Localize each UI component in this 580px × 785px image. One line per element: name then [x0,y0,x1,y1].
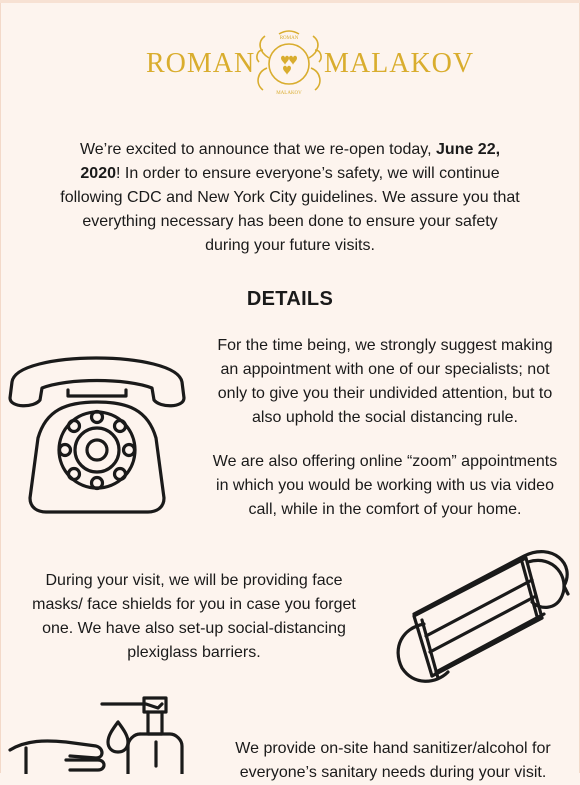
crest-text-bottom: MALAKOV [276,91,302,96]
brand-name-right: MALAKOV [324,48,475,79]
appointment-paragraph: For the time being, we strongly suggest making an appointment with one of our specialists; not only to give you their undivided attention, but to also uphold the social distancing rule. [217,337,553,426]
face-mask-paragraph: During your visit, we will be providing face masks/ face shields for you in case you forget one. We have also set-up social-distancing plexiglass barriers. [32,572,356,661]
details-heading: DETAILS [246,288,334,310]
crest-logo-icon [253,28,325,98]
crest-text-top: ROMAN [279,36,299,41]
intro-text-before: We’re excited to announce that we re-open today, [79,141,437,158]
intro-date: June 22, 2020 [80,141,501,182]
intro-text-after: ! In order to ensure everyone’s safety, we will continue following CDC and New York City guidelines. We assure you that everything necessary has been done to ensure your safety during your future visits. [60,165,520,254]
sanitizer-paragraph: We provide on-site hand sanitizer/alcohol for everyone’s sanitary needs during your visit. [235,740,551,781]
face-mask-icon [392,544,572,690]
hand-sanitizer-icon [6,694,196,774]
brand-logo[interactable] [0,24,580,104]
intro-paragraph [60,138,520,258]
top-border [0,0,580,3]
brand-name-left: ROMAN [146,48,256,79]
zoom-paragraph: We are also offering online “zoom” appointments in which you would be working with us via video call, while in the comfort of your home. [212,453,558,518]
rotary-phone-icon [6,340,188,516]
